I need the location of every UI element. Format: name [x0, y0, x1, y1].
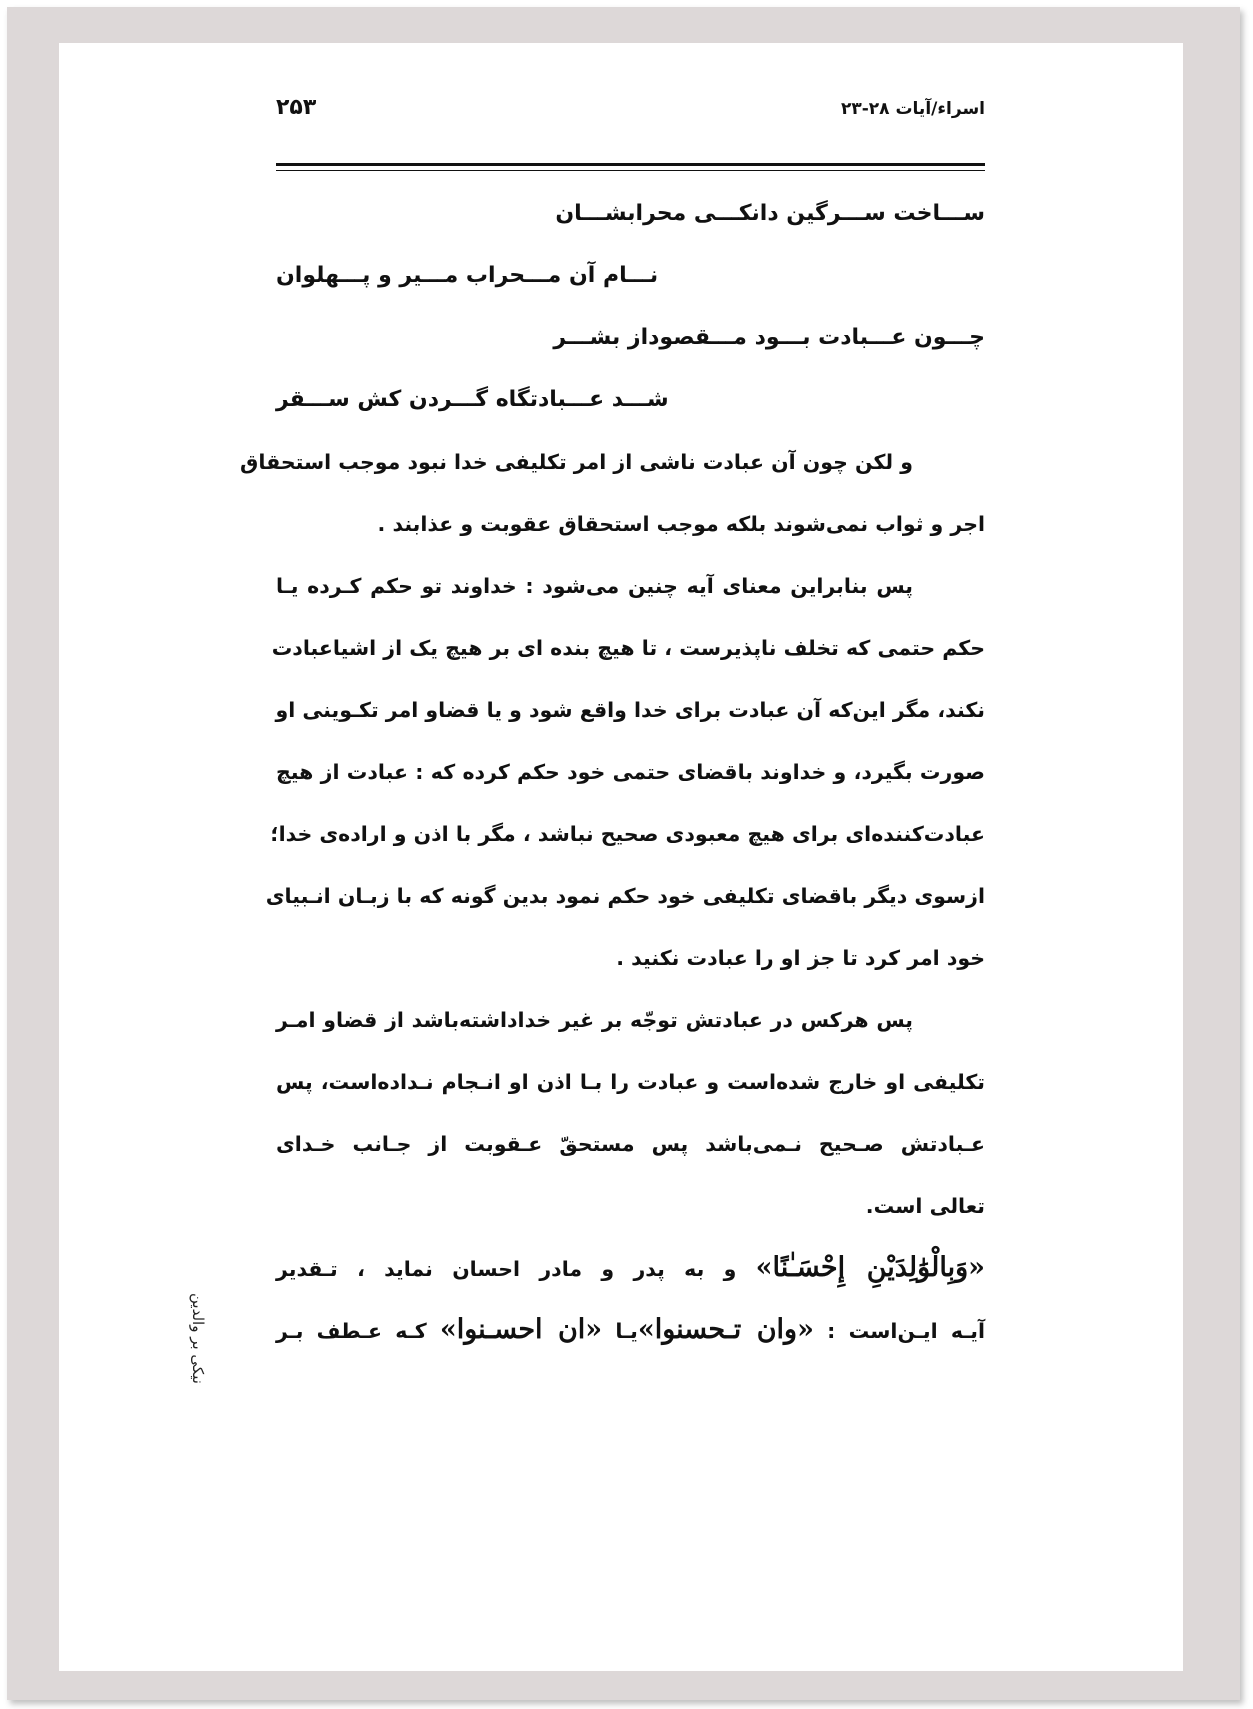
- quran-phrase: «وان تـحسنوا»: [637, 1314, 814, 1345]
- page-number: ۲۵۳: [276, 95, 317, 120]
- page-frame: [7, 7, 1240, 1700]
- margin-note: نیکی بر والدین: [189, 1293, 207, 1384]
- header-rule-thin: [276, 170, 985, 171]
- paragraph-line: پس بنابراین معنای آیه چنین می‌شود : خداوند تو حکم کـرده یـا: [276, 574, 913, 598]
- paragraph-line: پس هرکس در عبادتش توجّه بر غیر خداداشته‌باشد از قضاو امـر: [276, 1008, 913, 1032]
- quran-translation: و به پدر و مادر احسان نماید ، تـقدیر: [276, 1257, 756, 1281]
- paragraph-line: ازسوی دیگر باقضای تکلیفی خود حکم نمود بدین گونه که با زبـان انـبیای: [265, 884, 985, 908]
- paragraph-line: عبادت‌کننده‌ای برای هیچ معبودی صحیح نباشد ، مگر با اذن و اراده‌ی خدا؛: [270, 822, 985, 846]
- paragraph-line: [276, 1299, 985, 1361]
- paragraph-line: خود امر کرد تا جز او را عبادت نکنید .: [616, 946, 985, 970]
- text-segment: یـا: [602, 1319, 638, 1343]
- verse-line: نـــام آن مـــحراب مـــیر و پـــهلوان: [276, 263, 659, 288]
- quran-phrase: «ان احسـنوا»: [439, 1314, 603, 1345]
- page-header: [276, 95, 985, 135]
- paragraph-line: صورت بگیرد، و خداوند باقضای حتمی خود حکم کرده که : عبادت از هیچ: [276, 760, 985, 784]
- quran-verse: «وَبِالْوَٰلِدَيْنِ إِحْسَـٰنًا»: [755, 1252, 985, 1283]
- paragraph-line: حکم حتمی که تخلف ناپذیرست ، تا هیچ بنده ای بر هیچ یک از اشیاعبادت: [271, 636, 985, 660]
- header-rule-thick: [276, 163, 985, 166]
- paragraph-line: تعالی است.: [865, 1194, 985, 1218]
- paragraph-line: و لکن چون آن عبادت ناشی از امر تکلیفی خدا نبود موجب استحقاق: [240, 450, 913, 474]
- verse-line: ســـاخت ســـرگین دانکـــی محرابشـــان: [555, 201, 985, 226]
- page-body: [240, 183, 986, 1361]
- paragraph-line: عـبادتش صـحیح نـمی‌باشد پس مستحقّ عـقوبت از جـانب خـدای: [276, 1132, 985, 1156]
- verse-line: چـــون عـــبادت بـــود مـــقصوداز بشـــر: [553, 325, 985, 350]
- running-title: اسراء/آیات ۲۸-۲۳: [840, 99, 985, 119]
- quran-line: [276, 1237, 985, 1299]
- text-segment: کـه عـطف بـر: [276, 1319, 440, 1343]
- paragraph-line: اجر و ثواب نمی‌شوند بلکه موجب استحقاق عقوبت و عذابند .: [377, 512, 985, 536]
- book-page: [59, 43, 1183, 1671]
- text-segment: آیـه ایـن‌است :: [813, 1319, 986, 1343]
- verse-line: شـــد عـــبادتگاه گـــردن کش ســـقر: [276, 387, 669, 412]
- paragraph-line: تکلیفی او خارج شده‌است و عبادت را بـا اذن او انـجام نـداده‌است، پس: [276, 1070, 985, 1094]
- paragraph-line: نکند، مگر این‌که آن عبادت برای خدا واقع شود و یا قضاو امر تکـوینی او: [275, 698, 985, 722]
